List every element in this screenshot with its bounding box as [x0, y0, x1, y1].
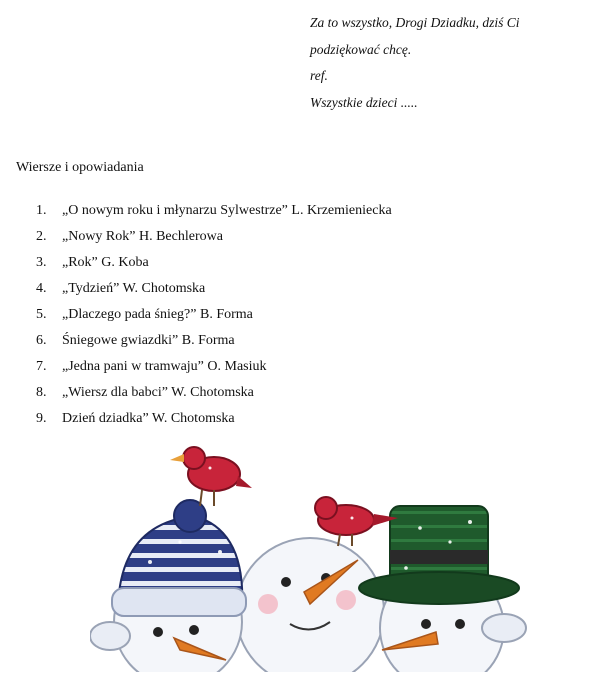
poem-title: „Nowy Rok” H. Bechlerowa — [62, 229, 223, 244]
poem-list — [36, 198, 392, 432]
poem-title: „Rok” G. Koba — [62, 255, 149, 270]
list-item — [36, 406, 392, 432]
closing-verse — [310, 10, 520, 116]
item-number: 5. — [36, 307, 47, 322]
poem-title: Śniegowe gwiazdki” B. Forma — [62, 333, 235, 348]
list-item — [36, 302, 392, 328]
verse-line: podziękować chcę. — [310, 41, 412, 57]
item-number: 2. — [36, 229, 47, 244]
snowmen-illustration — [90, 432, 530, 672]
list-item — [36, 224, 392, 250]
middle-snowman — [236, 538, 384, 672]
verse-line: Za to wszystko, Drogi Dziadku, dziś Ci — [310, 15, 520, 30]
list-item — [36, 354, 392, 380]
list-item — [36, 250, 392, 276]
cardinal-bird-icon — [170, 447, 252, 506]
poem-title: Dzień dziadka” W. Chotomska — [62, 411, 235, 426]
poem-title: „O nowym roku i młynarzu Sylwestrze” L. Krzemieniecka — [62, 203, 392, 218]
list-item — [36, 380, 392, 406]
item-number: 9. — [36, 411, 47, 426]
left-snowman — [90, 500, 246, 672]
poem-title: „Jedna pani w tramwaju” O. Masiuk — [62, 359, 267, 374]
item-number: 3. — [36, 255, 47, 270]
item-number: 1. — [36, 203, 47, 218]
section-title: Wiersze i opowiadania — [16, 160, 144, 175]
poem-title: „Dlaczego pada śnieg?” B. Forma — [62, 307, 253, 322]
item-number: 8. — [36, 385, 47, 400]
verse-line: ref. — [310, 68, 328, 83]
item-number: 7. — [36, 359, 47, 374]
list-item — [36, 198, 392, 224]
poem-title: „Tydzień” W. Chotomska — [62, 281, 206, 296]
item-number: 4. — [36, 281, 47, 296]
item-number: 6. — [36, 333, 47, 348]
right-snowman — [359, 506, 526, 672]
cardinal-bird-icon — [315, 497, 398, 546]
verse-line: Wszystkie dzieci ..... — [310, 94, 418, 110]
poem-title: „Wiersz dla babci” W. Chotomska — [62, 385, 254, 400]
list-item — [36, 328, 392, 354]
list-item — [36, 276, 392, 302]
